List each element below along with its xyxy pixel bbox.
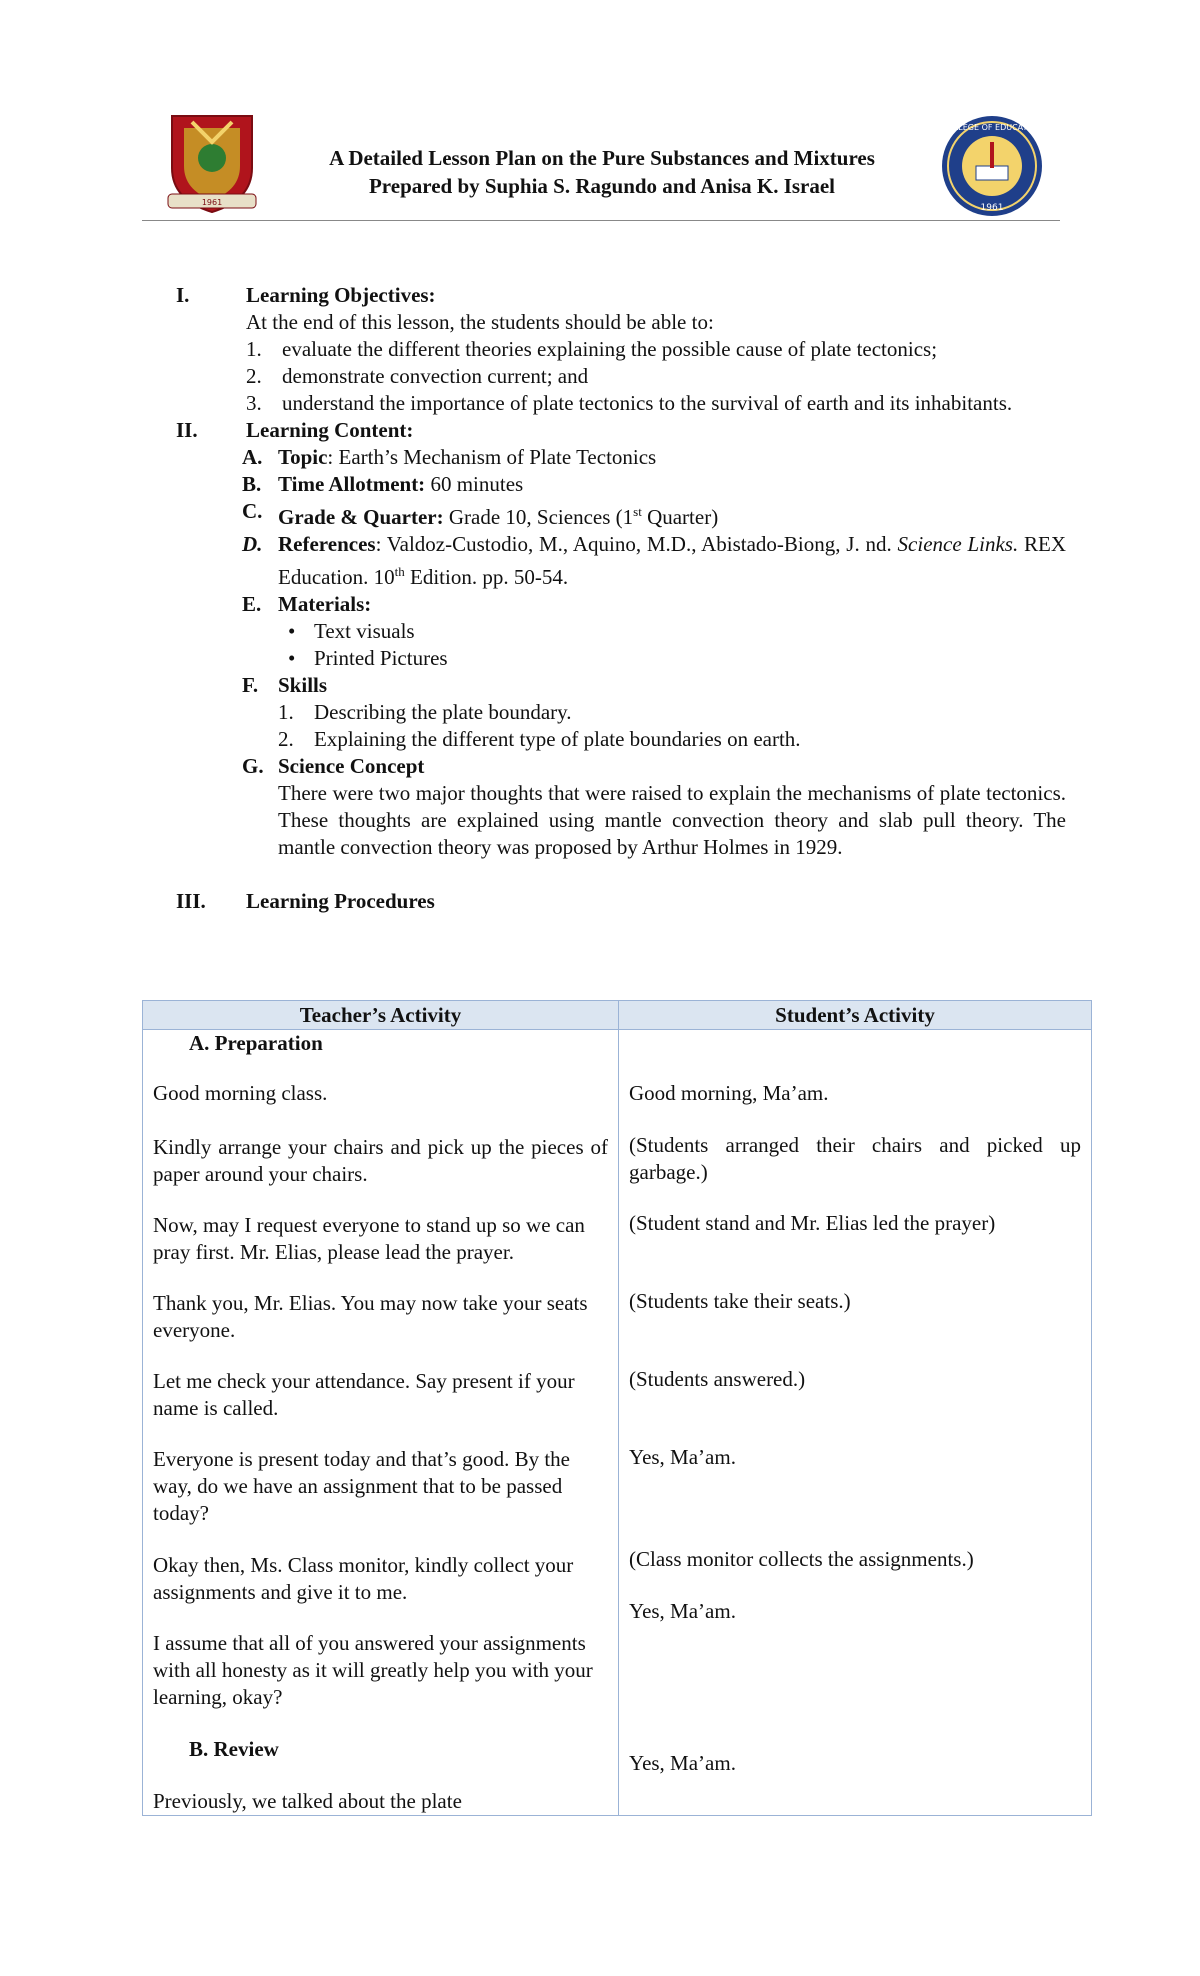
teacher-line: Let me check your attendance. Say present if your name is called. xyxy=(153,1369,575,1420)
student-line: Good morning, Ma’am. xyxy=(629,1081,829,1105)
content-list xyxy=(176,444,1066,861)
header-divider xyxy=(142,220,1060,221)
content-materials: E. Materials: xyxy=(242,592,372,616)
section-objectives-heading xyxy=(176,282,1066,309)
student-line: (Students take their seats.) xyxy=(629,1289,851,1313)
teacher-line: Now, may I request everyone to stand up so we can pray first. Mr. Elias, please lead the prayer. xyxy=(153,1213,585,1264)
teacher-line: Okay then, Ms. Class monitor, kindly collect your assignments and give it to me. xyxy=(153,1553,574,1604)
student-line: Yes, Ma’am. xyxy=(629,1445,736,1469)
section-title: Learning Objectives: xyxy=(246,283,436,307)
student-line: (Class monitor collects the assignments.) xyxy=(629,1547,974,1571)
logo-right-text: COLLEGE OF EDUCATION xyxy=(941,123,1043,132)
student-line: Yes, Ma’am. xyxy=(629,1599,736,1623)
column-header-student: Student’s Activity xyxy=(619,1001,1092,1030)
section-procedures-heading xyxy=(176,888,1066,915)
title-line-1: A Detailed Lesson Plan on the Pure Substances and Mixtures xyxy=(329,146,875,170)
content-skills: F. Skills xyxy=(242,673,328,697)
content-references: D. References: Valdoz-Custodio, M., Aquino, M.D., Abistado-Biong, J. nd. Science Links. REX Education. 10th Edition. pp. 50-54. xyxy=(242,532,1067,589)
list-item: 2. Explaining the different type of plate boundaries on earth. xyxy=(278,727,801,751)
table-row xyxy=(143,1030,1092,1816)
content-topic: A. Topic: Earth’s Mechanism of Plate Tectonics xyxy=(242,445,657,469)
section-content-heading xyxy=(176,417,1066,444)
materials-list xyxy=(242,618,1066,672)
science-concept-text: There were two major thoughts that were raised to explain the mechanisms of plate tectonics. These thoughts are explained using mantle convection theory and slab pull theory. The mantle convection theory was proposed by Arthur Holmes in 1929. xyxy=(278,781,1066,859)
document-title xyxy=(142,144,1062,200)
list-item: • Text visuals xyxy=(288,619,415,643)
logo-left-year: 1961 xyxy=(201,198,223,207)
content-science-concept: G. Science Concept xyxy=(242,754,425,778)
list-item: 3. understand the importance of plate tectonics to the survival of earth and its inhabitants. xyxy=(246,391,1013,415)
student-line: Yes, Ma’am. xyxy=(629,1751,736,1775)
title-line-2: Prepared by Suphia S. Ragundo and Anisa K. Israel xyxy=(368,174,836,198)
student-activity-cell xyxy=(619,1030,1092,1816)
list-item: 1. evaluate the different theories explaining the possible cause of plate tectonics; xyxy=(246,337,938,361)
list-item: 2. demonstrate convection current; and xyxy=(246,364,589,388)
document-header xyxy=(142,104,1062,222)
student-line: (Students answered.) xyxy=(629,1367,806,1391)
section-title: Learning Procedures xyxy=(246,889,435,913)
section-title: Learning Content: xyxy=(246,418,414,442)
skills-list xyxy=(242,699,1066,753)
teacher-line: Thank you, Mr. Elias. You may now take your seats everyone. xyxy=(153,1291,588,1342)
objectives-list xyxy=(176,336,1066,417)
teacher-line: Previously, we talked about the plate xyxy=(153,1789,462,1813)
list-item: 1. Describing the plate boundary. xyxy=(278,700,572,724)
student-line: (Student stand and Mr. Elias led the prayer) xyxy=(629,1211,996,1235)
list-item: • Printed Pictures xyxy=(288,646,448,670)
teacher-line: Good morning class. xyxy=(153,1081,328,1105)
logo-right-year: 1961 xyxy=(980,203,1004,213)
teacher-line: Everyone is present today and that’s good. By the way, do we have an assignment that to be passed today? xyxy=(153,1447,570,1525)
student-line: (Students arranged their chairs and picked up garbage.) xyxy=(629,1133,1081,1184)
section-number: II. xyxy=(176,418,198,442)
lesson-body xyxy=(176,282,1066,915)
section-number: I. xyxy=(176,283,190,307)
procedures-table xyxy=(142,1000,1092,1816)
table-header-row xyxy=(143,1001,1092,1030)
teacher-line: Kindly arrange your chairs and pick up the pieces of paper around your chairs. xyxy=(153,1135,608,1186)
content-time-allotment: B. Time Allotment: 60 minutes xyxy=(242,472,524,496)
college-of-education-seal xyxy=(932,112,1052,220)
teacher-activity-cell xyxy=(143,1030,619,1816)
review-heading: B. Review xyxy=(189,1737,279,1761)
column-header-teacher: Teacher’s Activity xyxy=(143,1001,619,1030)
teacher-line: I assume that all of you answered your assignments with all honesty as it will greatly help you with your learning, okay? xyxy=(153,1631,593,1709)
section-number: III. xyxy=(176,889,206,913)
content-grade-quarter: C. Grade & Quarter: Grade 10, Sciences (1st Quarter) xyxy=(242,499,719,529)
objectives-intro: At the end of this lesson, the students should be able to: xyxy=(246,310,714,334)
preparation-heading: A. Preparation xyxy=(189,1031,323,1055)
